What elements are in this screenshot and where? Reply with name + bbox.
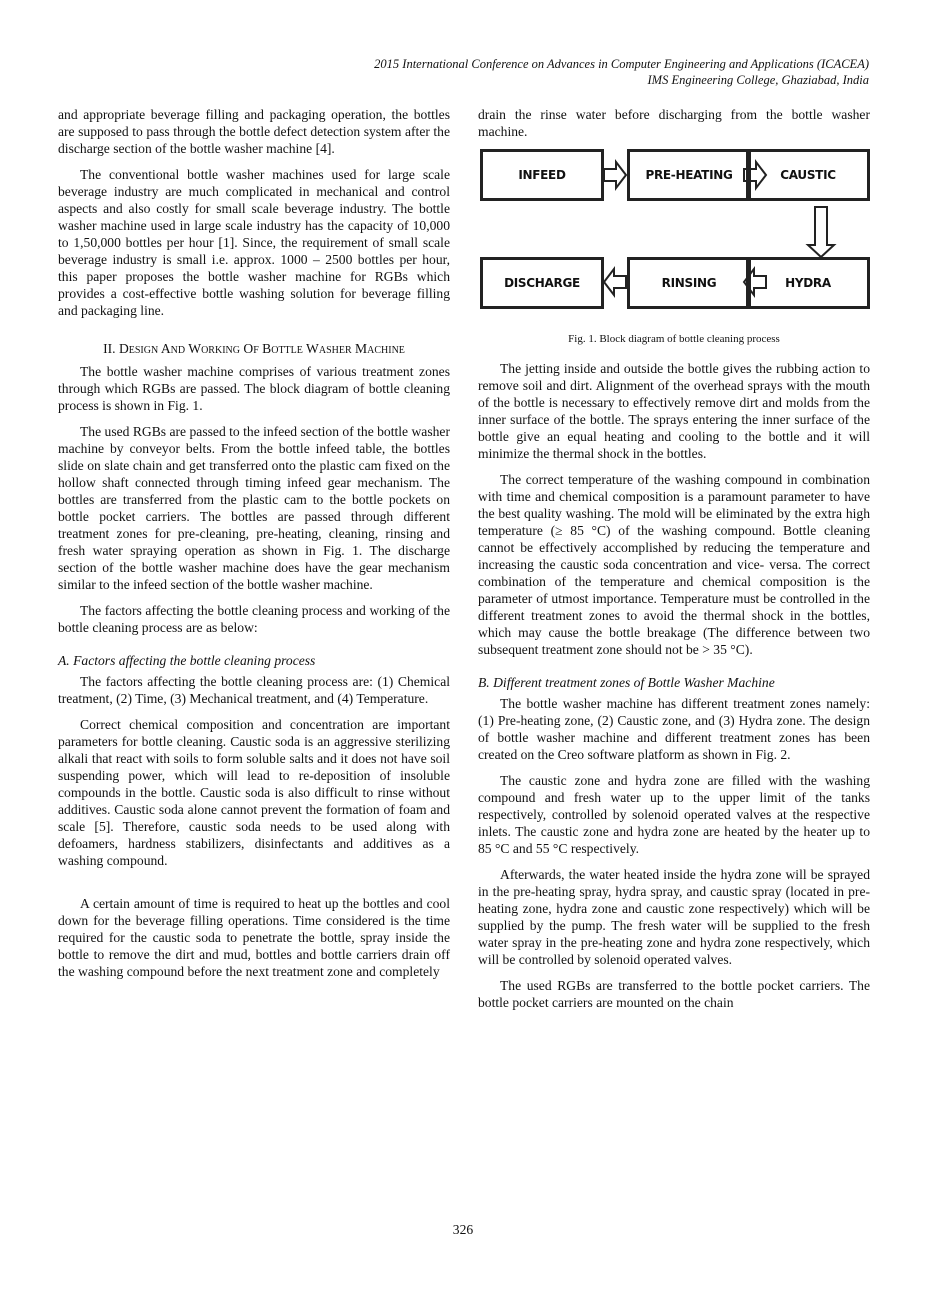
header-venue: IMS Engineering College, Ghaziabad, India	[647, 73, 869, 87]
block-pre-heating: PRE-HEATING	[627, 149, 751, 201]
subsection-heading: B. Different treatment zones of Bottle Washer Machine	[478, 675, 775, 690]
paragraph: The caustic zone and hydra zone are filled with the washing compound and fresh water up to the upper limit of the tanks respectively, controlled by solenoid operated valves at the respective inlets. The caustic zone and hydra zone are heated by the heater up to 85 °C and 55 °C respectively.	[478, 773, 870, 856]
block-infeed: INFEED	[480, 149, 604, 201]
paragraph: The factors affecting the bottle cleaning process are: (1) Chemical treatment, (2) Time, (3) Mechanical treatment, and (4) Temperature.	[58, 674, 450, 706]
arrow-down	[808, 207, 834, 257]
arrow-right	[604, 162, 626, 188]
paragraph: The used RGBs are passed to the infeed section of the bottle washer machine by conveyor belts. From the bottle infeed table, the bottles slide on slate chain and get transferred onto the plastic cam fixed on the hollow shaft connected through timing infeed gear mechanism. The bottles are transferred from the plastic cam to the bottle pockets on bottle pocket carriers. The bottles are passed through different treatment zones for pre-cleaning, pre-heating, cleaning, rinsing and fresh water spraying operation as shown in Fig. 1. The discharge section of the bottle washer machine does have the gear mechanism similar to the infeed section of the bottle washer machine.	[58, 424, 450, 592]
paragraph: The used RGBs are transferred to the bottle pocket carriers. The bottle pocket carriers are mounted on the chain	[478, 978, 870, 1010]
section-heading	[58, 340, 450, 357]
paragraph: drain the rinse water before discharging from the bottle washer machine.	[478, 107, 870, 139]
page-number: 326	[452, 1222, 474, 1237]
block-rinsing: RINSING	[627, 257, 751, 309]
paragraph: The conventional bottle washer machines used for large scale beverage industry are much complicated in mechanical and control aspects and also costly for small scale beverage industry. The bottle washer machine used in large scale industry has the capacity of 10,000 to 1,50,000 bottles per hour [1]. Since, the requirement of small scale beverage industry is small i.e. approx. 1000 – 2500 bottles per hour, this paper proposes the bottle washer machine for RGBs which provides a cost-effective bottle washing solution for beverage filling and packaging line.	[58, 167, 450, 318]
subsection-heading: A. Factors affecting the bottle cleaning process	[58, 653, 316, 668]
arrow-left	[604, 269, 626, 295]
running-header	[169, 56, 869, 88]
left-column	[58, 106, 450, 989]
figure-caption: Fig. 1. Block diagram of bottle cleaning process	[568, 333, 780, 345]
paragraph: Correct chemical composition and concentration are important parameters for bottle cleaning. Caustic soda is an aggressive sterilizing alkali that react with soils to form soluble salts and it does not have soil suspending power, which will lead to re-deposition of insoluble compounds in the bottle. Caustic soda is also difficult to rinse without additives. Caustic soda alone cannot prevent the formation of foam and scale [5]. Therefore, caustic soda needs to be used along with defoamers, hardness stabilizers, disinfectants and additives as a washing compound.	[58, 717, 450, 868]
right-column	[478, 106, 870, 1020]
paragraph: The bottle washer machine comprises of various treatment zones through which RGBs are passed. The block diagram of bottle cleaning process is shown in Fig. 1.	[58, 364, 450, 413]
block-diagram	[478, 149, 870, 325]
section-number: II.	[103, 341, 116, 356]
paragraph: The factors affecting the bottle cleaning process and working of the bottle cleaning process are as below:	[58, 603, 450, 635]
paragraph: A certain amount of time is required to heat up the bottles and cool down for the beverage filling operations. Time considered is the time required for the caustic soda to penetrate the bottle, spray inside the bottle to remove the dirt and mud, bottles and bottle carriers drain off the washing compound before the next treatment zone and completely	[58, 896, 450, 979]
paragraph: Afterwards, the water heated inside the hydra zone will be sprayed in the pre-heating spray, hydra spray, and caustic spray (located in pre-heating zone, hydra zone and caustic zone respectively) which will be supplied by the pump. The fresh water will be supplied to the fresh water spray in the pre-heating zone and hydra zone respectively, which will be controlled by solenoid operated valves.	[478, 867, 870, 967]
header-conference: 2015 International Conference on Advances in Computer Engineering and Applications (ICACEA)	[374, 57, 869, 71]
paragraph: The bottle washer machine has different treatment zones namely: (1) Pre-heating zone, (2) Caustic zone, and (3) Hydra zone. The design of bottle washer machine and different treatment zones has been created on the Creo software platform as shown in Fig. 2.	[478, 696, 870, 762]
paragraph: The correct temperature of the washing compound in combination with time and chemical composition is a paramount parameter to have the best quality washing. The mold will be eliminated by the extra high temperature (≥ 85 °C) of the washing compound. Bottle cleaning cannot be effectively accomplished by reducing the temperature and increasing the caustic soda concentration and vice- versa. The correct combination of the temperature and chemical composition is the parameter of utmost importance. Temperature must be controlled in the different treatment zones to avoid the thermal shock in the bottles, which may cause the bottle breakage (The difference between two subsequent treatment zone should not be > 35 °C).	[478, 472, 870, 657]
paragraph: and appropriate beverage filling and packaging operation, the bottles are supposed to pass through the bottle defect detection system after the discharge section of the bottle washer machine [4].	[58, 107, 450, 156]
block-caustic: CAUSTIC	[746, 149, 870, 201]
paragraph: The jetting inside and outside the bottle gives the rubbing action to remove soil and dirt. Alignment of the overhead sprays with the mouth of the bottle is necessary to effectively remove dirt and molds from the inner surface of the bottle. The sprays entering the inner surface of the bottle give an equal heating and cooling to the bottle and it will minimize the thermal shock in the bottles.	[478, 361, 870, 461]
section-title: Design And Working Of Bottle Washer Machine	[118, 341, 405, 356]
block-hydra: HYDRA	[746, 257, 870, 309]
block-discharge: DISCHARGE	[480, 257, 604, 309]
